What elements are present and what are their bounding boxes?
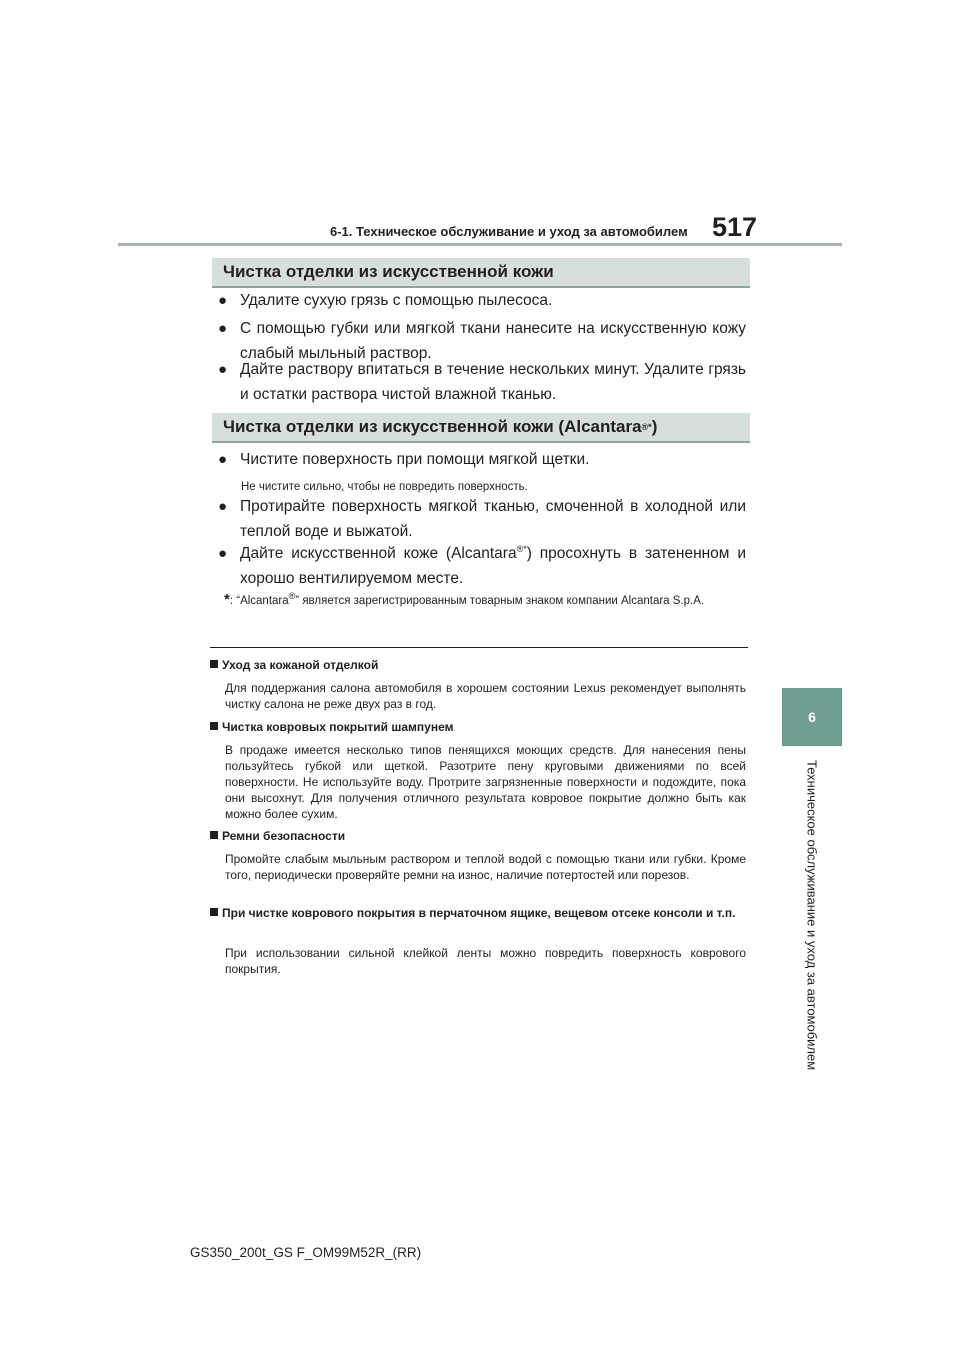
bullet-item: ● С помощью губки или мягкой ткани нанесите на искусственную кожу слабый мыльный раствор. — [218, 316, 746, 366]
square-bullet-icon — [210, 831, 218, 839]
section-separator — [210, 647, 748, 648]
chapter-label: Техническое обслуживание и уход за автомобилем — [804, 760, 820, 1071]
bullet-icon: ● — [218, 498, 228, 515]
square-bullet-icon — [210, 722, 218, 730]
bullet-icon: ● — [218, 292, 228, 309]
footnote-mark: * — [224, 591, 230, 608]
bullet-item: ● Протирайте поверхность мягкой тканью, смоченной в холодной или теплой воде и выжатой. — [218, 494, 746, 544]
section-heading-alcantara: Чистка отделки из искусственной кожи (Alcantara ®* ) — [212, 413, 750, 443]
note-body: При использовании сильной клейкой ленты можно повредить поверхность коврового покрытия. — [225, 946, 746, 976]
note-body: В продаже имеется несколько типов пенящихся моющих средств. Для нанесения пены пользуйтесь губкой или щеткой. Разотрите пену круговыми движениями по всей поверхности. Не используйте воду. Протрите загрязненные поверхности и подождите, пока они высохнут. Для получения отличного результата ковровое покрытие должно быть как можно более сухим. — [225, 743, 746, 821]
page-number: 517 — [712, 212, 758, 242]
chapter-tab — [782, 688, 842, 746]
running-header: 6-1. Техническое обслуживание и уход за автомобилем — [330, 224, 688, 239]
square-bullet-icon — [210, 908, 218, 916]
note-title: Чистка ковровых покрытий шампунем — [210, 719, 748, 735]
note-title: Ремни безопасности — [210, 828, 748, 844]
section-heading-artificial-leather: Чистка отделки из искусственной кожи — [212, 258, 750, 288]
bullet-item: ● Дайте искусственной коже (Alcantara®*) просохнуть в затененном и хорошо вентилируемом месте. — [218, 541, 746, 591]
note-title: При чистке коврового покрытия в перчаточном ящике, вещевом отсеке консоли и т.п. — [210, 905, 748, 921]
note-body: Для поддержания салона автомобиля в хорошем состоянии Lexus рекомендует выполнять чистку салона не реже двух раз в год. — [225, 681, 746, 711]
chapter-vertical-label — [782, 760, 842, 1100]
small-note: Не чистите сильно, чтобы не повредить поверхность. — [241, 481, 528, 493]
chapter-number: 6 — [808, 709, 816, 725]
note-title: Уход за кожаной отделкой — [210, 657, 748, 673]
bullet-item: ● Дайте раствору впитаться в течение нескольких минут. Удалите грязь и остатки раствора чистой влажной тканью. — [218, 357, 746, 407]
note-body: Промойте слабым мыльным раствором и теплой водой с помощью ткани или губки. Кроме того, периодически проверяйте ремни на износ, наличие потертостей или порезов. — [225, 852, 746, 882]
bullet-icon: ● — [218, 545, 228, 562]
bullet-item: ● Чистите поверхность при помощи мягкой щетки. — [218, 447, 746, 472]
bullet-icon: ● — [218, 361, 228, 378]
header-rule — [118, 243, 842, 246]
footnote: *: “Alcantara®” является зарегистрированным товарным знаком компании Alcantara S.p.A. — [224, 591, 705, 608]
bullet-item: ● Удалите сухую грязь с помощью пылесоса. — [218, 288, 746, 313]
bullet-icon: ● — [218, 320, 228, 337]
square-bullet-icon — [210, 660, 218, 668]
bullet-icon: ● — [218, 451, 228, 468]
document-code: GS350_200t_GS F_OM99M52R_(RR) — [190, 1245, 422, 1260]
